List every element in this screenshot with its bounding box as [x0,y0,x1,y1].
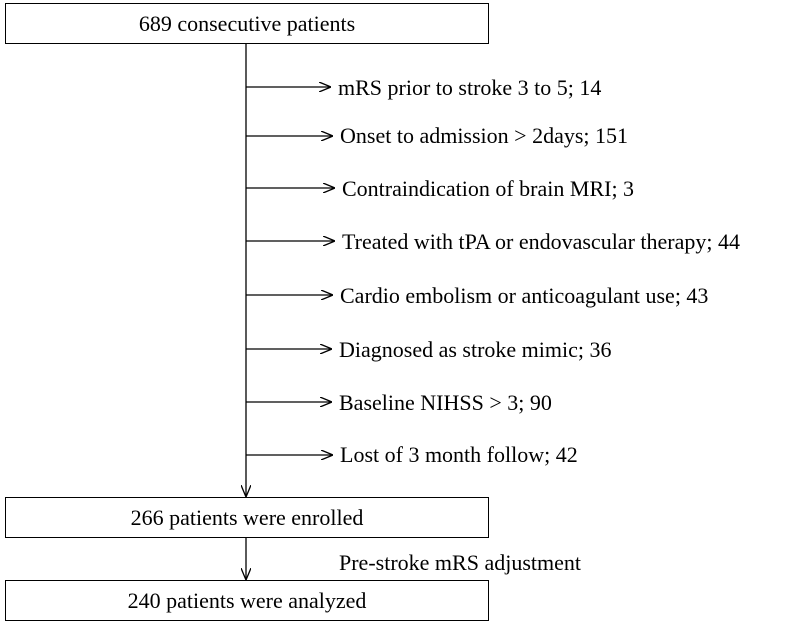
enrollment-start-text: 689 consecutive patients [138,10,356,36]
enrollment-start-box [5,3,489,44]
exclusion-label-lost-followup: Lost of 3 month follow; 42 [340,442,578,467]
enrolled-box [5,497,489,538]
exclusion-label-stroke-mimic: Diagnosed as stroke mimic; 36 [339,337,612,362]
exclusion-label-tpa-endovascular: Treated with tPA or endovascular therapy; 44 [342,229,740,254]
exclusion-label-baseline-nihss: Baseline NIHSS > 3; 90 [339,390,552,415]
exclusion-label-onset-admission: Onset to admission > 2days; 151 [340,123,629,148]
analyzed-text: 240 patients were analyzed [127,587,367,613]
adjustment-label: Pre-stroke mRS adjustment [339,550,581,575]
analyzed-box [5,580,489,621]
exclusion-label-cardioembolism: Cardio embolism or anticoagulant use; 43 [340,283,709,308]
enrolled-text: 266 patients were enrolled [130,504,364,530]
exclusion-label-mrs-prior: mRS prior to stroke 3 to 5; 14 [338,75,602,100]
exclusion-label-mri-contraindication: Contraindication of brain MRI; 3 [342,176,635,201]
